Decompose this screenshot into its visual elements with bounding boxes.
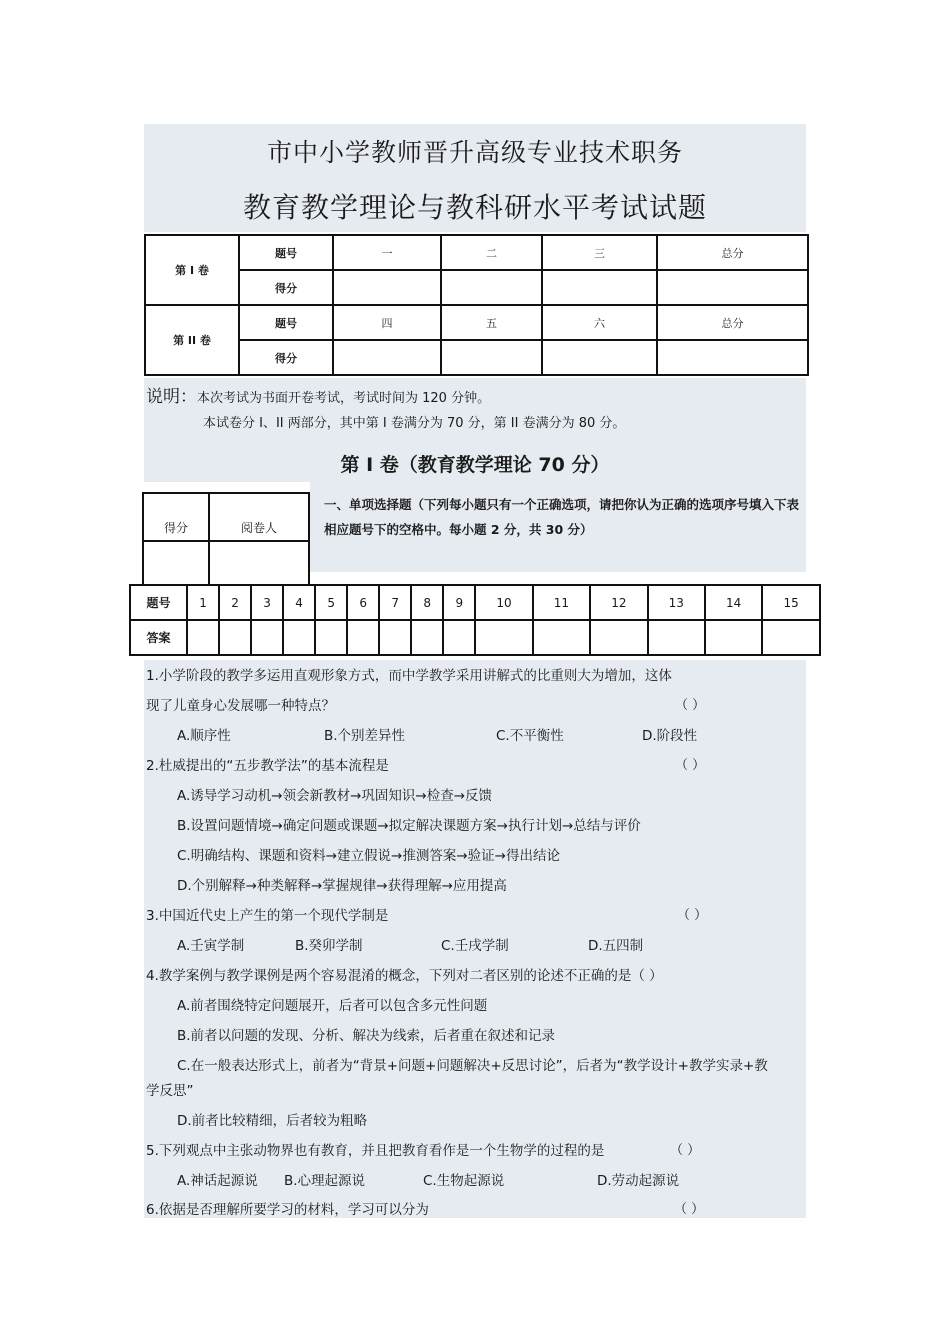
q5-option-d: D.劳动起源说	[597, 1173, 680, 1189]
q1-option-c: C.不平衡性	[496, 728, 564, 744]
score-cell[interactable]	[333, 340, 441, 375]
score-cell[interactable]	[657, 270, 808, 305]
q4-option-c: C.在一般表达形式上，前者为“背景+问题+问题解决+反思讨论”，后者为“教学设计+教学实录+教	[177, 1058, 768, 1074]
q4-option-d: D.前者比较精细，后者较为粗略	[177, 1113, 368, 1129]
grader-score-cell[interactable]	[143, 541, 209, 585]
exam-title-line2: 教育教学理论与教科研水平考试试题	[242, 191, 707, 224]
col-header: 二	[441, 235, 542, 270]
answer-col-number: 8	[411, 585, 443, 620]
exam-title-line1: 市中小学教师晋升高级专业技术职务	[266, 138, 683, 167]
defen-label: 得分	[239, 270, 333, 305]
q3-stem: 3.中国近代史上产生的第一个现代学制是	[146, 908, 389, 924]
answer-cell[interactable]	[411, 620, 443, 655]
notes-line1: 说明：本次考试为书面开卷考试，考试时间为 120 分钟。	[146, 387, 491, 407]
q1-line1: 1.小学阶段的教学多运用直观形象方式，而中学教学采用讲解式的比重则大为增加，这体	[146, 668, 672, 684]
answer-cell[interactable]	[705, 620, 762, 655]
answer-cell[interactable]	[475, 620, 532, 655]
col-header: 总分	[657, 235, 808, 270]
answer-cell[interactable]	[283, 620, 315, 655]
section-title: 第 I 卷（教育教学理论 70 分）	[340, 454, 610, 476]
score-cell[interactable]	[542, 270, 657, 305]
answer-cell[interactable]	[379, 620, 411, 655]
q3-option-b: B.癸卯学制	[295, 938, 363, 954]
col-header: 三	[542, 235, 657, 270]
answer-col-number: 11	[533, 585, 590, 620]
answer-col-number: 9	[443, 585, 475, 620]
defen-label: 得分	[239, 340, 333, 375]
tihao-label: 题号	[239, 235, 333, 270]
tihao-label: 题号	[239, 305, 333, 340]
col-header: 一	[333, 235, 441, 270]
grader-score-label: 得分	[143, 493, 209, 541]
q3-option-c: C.壬戌学制	[441, 938, 509, 954]
score-cell[interactable]	[333, 270, 441, 305]
q5-option-a: A.神话起源说	[177, 1173, 258, 1189]
q5-paren: （ ）	[670, 1143, 701, 1158]
answer-col-number: 5	[315, 585, 347, 620]
score-cell[interactable]	[542, 340, 657, 375]
answer-cell[interactable]	[187, 620, 219, 655]
q4-stem: 4.教学案例与教学课例是两个容易混淆的概念，下列对二者区别的论述不正确的是（ ）	[146, 968, 663, 984]
answer-cell[interactable]	[762, 620, 820, 655]
q2-paren: （ ）	[675, 758, 706, 773]
q1-option-b: B.个别差异性	[324, 728, 406, 744]
answer-cell[interactable]	[347, 620, 379, 655]
q6-stem: 6.依据是否理解所要学习的材料，学习可以分为	[146, 1202, 429, 1218]
q2-option-b: B.设置问题情境→确定问题或课题→拟定解决课题方案→执行计划→总结与评价	[177, 818, 641, 834]
grader-table	[142, 492, 310, 586]
vol2-label: 第 II 卷	[145, 305, 239, 375]
answer-cell[interactable]	[533, 620, 590, 655]
q2-option-c: C.明确结构、课题和资料→建立假说→推测答案→验证→得出结论	[177, 848, 560, 864]
q1-paren: （ ）	[675, 698, 706, 713]
col-header: 四	[333, 305, 441, 340]
answer-col-number: 12	[590, 585, 647, 620]
answer-col-number: 7	[379, 585, 411, 620]
score-cell[interactable]	[441, 270, 542, 305]
answer-label: 答案	[130, 620, 187, 655]
answer-col-number: 15	[762, 585, 820, 620]
score-cell[interactable]	[441, 340, 542, 375]
answer-col-number: 6	[347, 585, 379, 620]
notes-line2: 本试卷分 I、II 两部分，其中第 I 卷满分为 70 分，第 II 卷满分为 80 分。	[203, 416, 626, 431]
q4-option-c-cont: 学反思”	[146, 1083, 194, 1099]
q2-stem: 2.杜威提出的“五步教学法”的基本流程是	[146, 758, 389, 774]
q1-option-d: D.阶段性	[642, 728, 698, 744]
q3-option-a: A.壬寅学制	[177, 938, 245, 954]
q1-line2: 现了儿童身心发展哪一种特点？	[146, 698, 335, 714]
q3-option-d: D.五四制	[588, 938, 644, 954]
col-header: 总分	[657, 305, 808, 340]
answer-col-number: 13	[648, 585, 705, 620]
answer-cell[interactable]	[443, 620, 475, 655]
q5-stem: 5.下列观点中主张动物界也有教育，并且把教育看作是一个生物学的过程的是	[146, 1143, 605, 1159]
answer-col-number: 1	[187, 585, 219, 620]
q4-option-b: B.前者以问题的发现、分析、解决为线索，后者重在叙述和记录	[177, 1028, 556, 1044]
q6-paren: （ ）	[674, 1202, 705, 1217]
answer-cell[interactable]	[219, 620, 251, 655]
answer-cell[interactable]	[251, 620, 283, 655]
answer-cell[interactable]	[590, 620, 647, 655]
notes-label: 说明：	[146, 387, 197, 407]
answer-col-number: 10	[475, 585, 532, 620]
answer-col-number: 14	[705, 585, 762, 620]
q5-option-b: B.心理起源说	[284, 1173, 366, 1189]
col-header: 六	[542, 305, 657, 340]
grader-name-label: 阅卷人	[209, 493, 309, 541]
answer-cell[interactable]	[315, 620, 347, 655]
q2-option-a: A.诱导学习动机→领会新教材→巩固知识→检查→反馈	[177, 788, 493, 804]
answer-cell[interactable]	[648, 620, 705, 655]
part1-instructions: 一、单项选择题（下列每小题只有一个正确选项，请把你认为正确的选项序号填入下表相应题号下的空格中。每小题 2 分，共 30 分）	[324, 497, 800, 537]
score-cell[interactable]	[657, 340, 808, 375]
answer-table	[129, 584, 821, 656]
col-header: 五	[441, 305, 542, 340]
q1-option-a: A.顺序性	[177, 728, 231, 744]
q2-option-d: D.个别解释→种类解释→掌握规律→获得理解→应用提高	[177, 878, 507, 894]
score-table	[144, 234, 809, 376]
answer-col-number: 4	[283, 585, 315, 620]
grader-name-cell[interactable]	[209, 541, 309, 585]
q5-option-c: C.生物起源说	[423, 1173, 505, 1189]
q4-option-a: A.前者围绕特定问题展开，后者可以包含多元性问题	[177, 998, 488, 1014]
q3-paren: （ ）	[677, 908, 708, 923]
answer-col-number: 2	[219, 585, 251, 620]
answer-num-label: 题号	[130, 585, 187, 620]
vol1-label: 第 I 卷	[145, 235, 239, 305]
answer-col-number: 3	[251, 585, 283, 620]
